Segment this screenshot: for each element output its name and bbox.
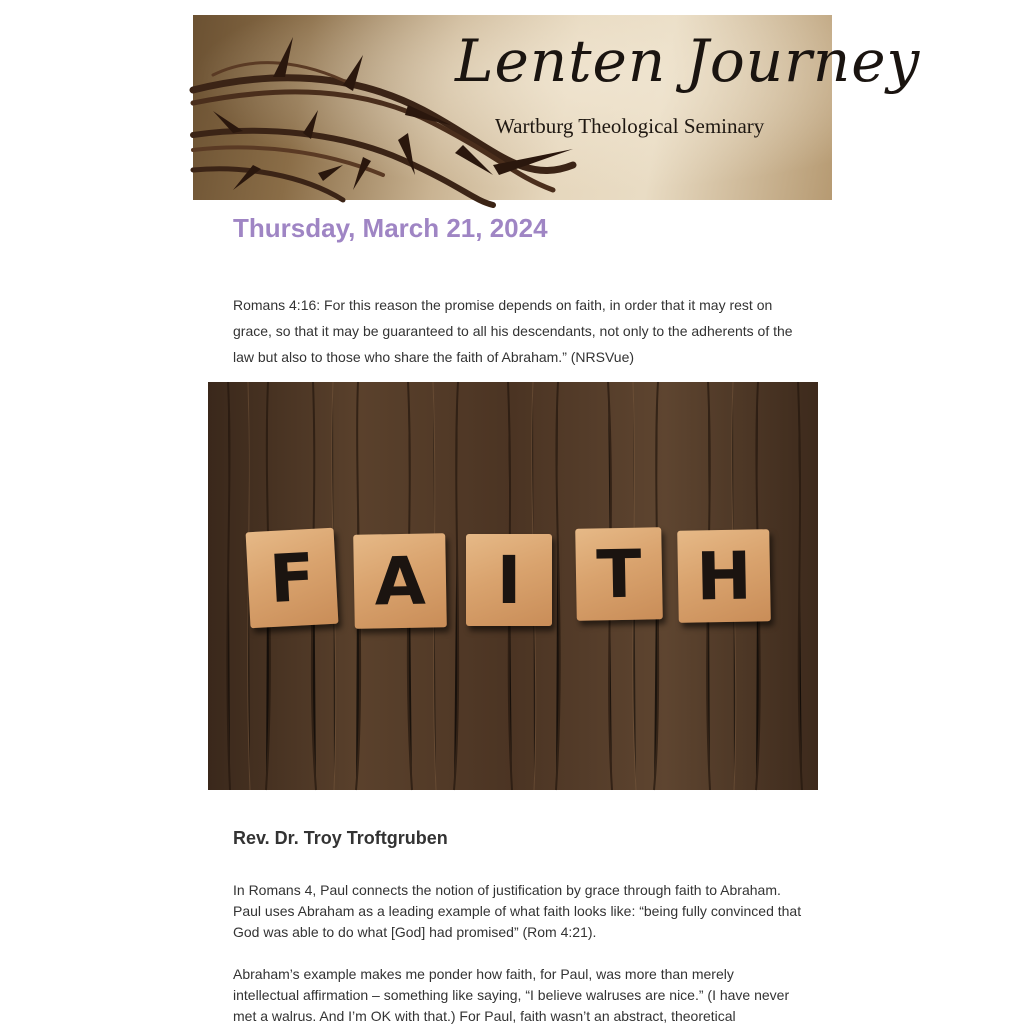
- scripture-text: Romans 4:16: For this reason the promise depends on faith, in order that it may rest on grace, so that it may be guaranteed to all his descendants, not only to the adherents of the law but also to those who share the faith of Abraham.” (NRSVue): [233, 297, 793, 365]
- banner-subtitle: Wartburg Theological Seminary: [495, 114, 765, 138]
- faith-tiles-image: [208, 382, 818, 790]
- author-name: Rev. Dr. Troy Troftgruben: [233, 828, 448, 848]
- tile-letter-t: T: [575, 527, 663, 620]
- tile-letter-i: I: [466, 534, 552, 626]
- body-paragraph: In Romans 4, Paul connects the notion of justification by grace through faith to Abraham. Paul uses Abraham as a leading example of what faith looks like: “being fully convinced that God was able to do what [God] had promised” (Rom 4:21).: [233, 882, 802, 940]
- tile-letter-a: A: [353, 533, 447, 629]
- banner-title: Lenten Journey: [455, 27, 921, 95]
- tile-letter-h: H: [677, 529, 771, 623]
- header-banner: [193, 15, 921, 200]
- tile-letter-f: F: [246, 528, 339, 628]
- devotional-date: Thursday, March 21, 2024: [233, 213, 548, 243]
- body-paragraph: Abraham’s example makes me ponder how faith, for Paul, was more than merely intellectual affirmation – something like saying, “I believe walruses are nice.” (I have never met a walrus. And I’m OK with that.) For Paul, faith wasn’t an abstract, theoretical: [233, 966, 790, 1024]
